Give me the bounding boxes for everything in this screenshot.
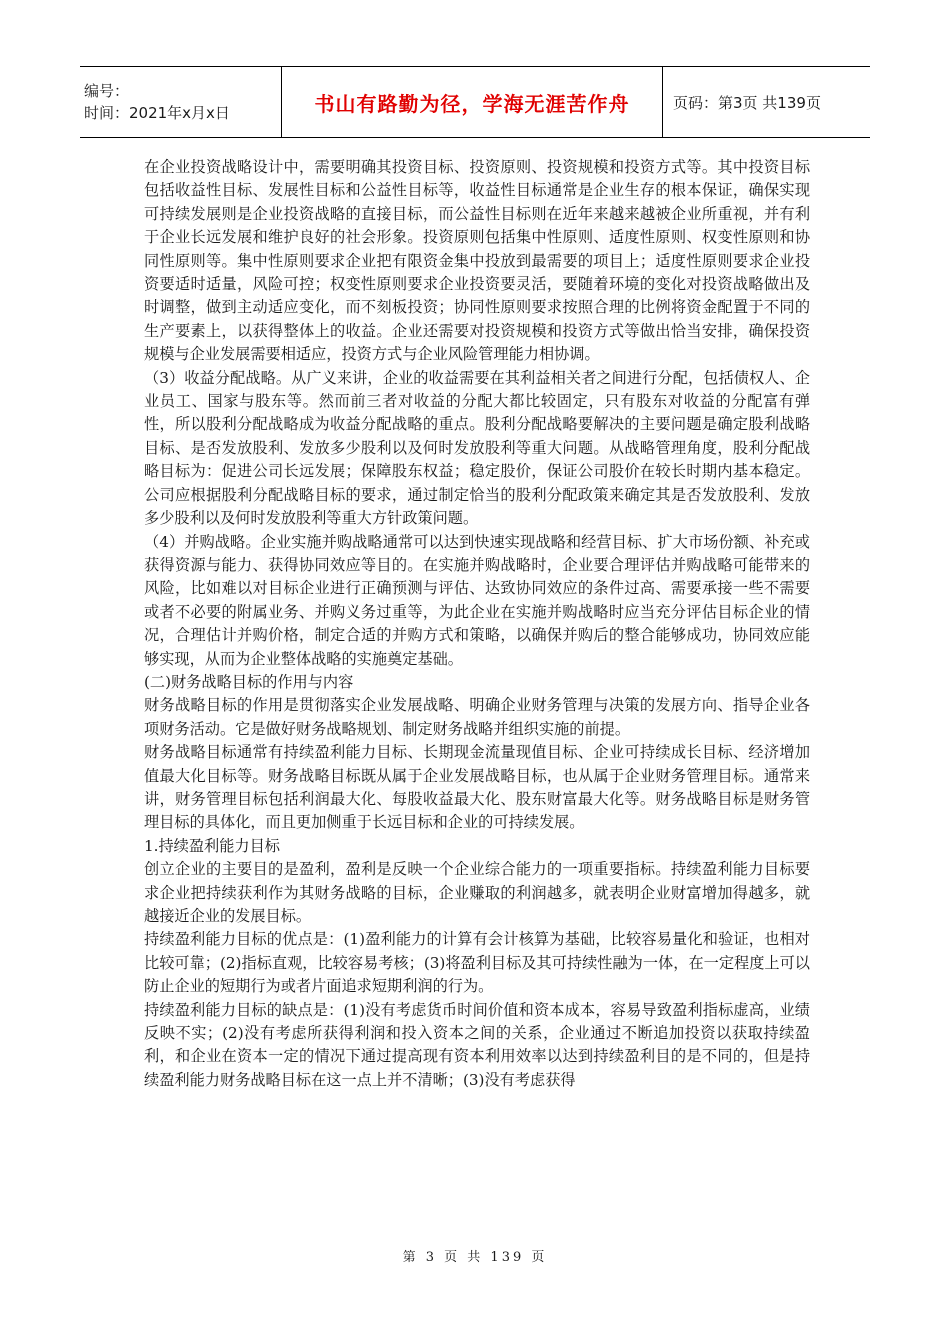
header-page-number: 页码：第3页 共139页 — [673, 93, 821, 112]
document-date: 时间：2021年x月x日 — [84, 104, 230, 122]
section-heading: (二)财务战略目标的作用与内容 — [144, 672, 354, 691]
subsection-heading: 1.持续盈利能力目标 — [144, 836, 280, 855]
header-left — [80, 67, 281, 137]
header-motto: 书山有路勤为径，学海无涯苦作舟 — [281, 67, 663, 137]
page-footer: 第 3 页 共 139 页 — [402, 1250, 548, 1265]
paragraph: （3）收益分配战略。从广义来讲，企业的收益需要在其利益相关者之间进行分配，包括债权人、企业员工、国家与股东等。然而前三者对收益的分配大都比较固定，只有股东对收益的分配富有弹性，所以股利分配战略成为收益分配战略的重点。股利分配战略要解决的主要问题是确定股利战略目标、是否发放股利、发放多少股利以及何时发放股利等重大问题。从战略管理角度，股利分配战略目标为：促进公司长远发展；保障股东权益；稳定股价，保证公司股价在较长时期内基本稳定。公司应根据股利分配战略目标的要求，通过制定恰当的股利分配政策来确定其是否发放股利、发放多少股利以及何时发放股利等重大方针政策问题。 — [144, 368, 810, 528]
document-number-label: 编号： — [84, 82, 130, 100]
paragraph: 在企业投资战略设计中，需要明确其投资目标、投资原则、投资规模和投资方式等。其中投资目标包括收益性目标、发展性目标和公益性目标等，收益性目标通常是企业生存的根本保证，确保实现可持续发展则是企业投资战略的直接目标，而公益性目标则在近年来越来越被企业所重视，并有利于企业长远发展和维护良好的社会形象。投资原则包括集中性原则、适度性原则、权变性原则和协同性原则等。集中性原则要求企业把有限资金集中投放到最需要的项目上；适度性原则要求企业投资要适时适量，风险可控；权变性原则要求企业投资要灵活，要随着环境的变化对投资战略做出及时调整，做到主动适应变化，而不刻板投资；协同性原则要求按照合理的比例将资金配置于不同的生产要素上，以获得整体上的收益。企业还需要对投资规模和投资方式等做出恰当安排，确保投资规模与企业发展需要相适应，投资方式与企业风险管理能力相协调。 — [144, 158, 810, 364]
document-body — [144, 156, 810, 1092]
paragraph: 持续盈利能力目标的缺点是：(1)没有考虑货币时间价值和资本成本，容易导致盈利指标虚高，业绩反映不实；(2)没有考虑所获得利润和投入资本之间的关系，企业通过不断追加投资以获取持续盈利，和企业在资本一定的情况下通过提高现有资本利用效率以达到持续盈利目的是不同的，但是持续盈利能力财务战略目标在这一点上并不清晰；(3)没有考虑获得 — [144, 1000, 810, 1089]
paragraph: 财务战略目标的作用是贯彻落实企业发展战略、明确企业财务管理与决策的发展方向、指导企业各项财务活动。它是做好财务战略规划、制定财务战略并组织实施的前提。 — [144, 696, 810, 738]
paragraph: 创立企业的主要目的是盈利，盈利是反映一个企业综合能力的一项重要指标。持续盈利能力目标要求企业把持续获利作为其财务战略的目标，企业赚取的利润越多，就表明企业财富增加得越多，就越接近企业的发展目标。 — [144, 860, 810, 925]
paragraph: 财务战略目标通常有持续盈利能力目标、长期现金流量现值目标、企业可持续成长目标、经济增加值最大化目标等。财务战略目标既从属于企业发展战略目标，也从属于企业财务管理目标。通常来讲，财务管理目标包括利润最大化、每股收益最大化、股东财富最大化等。财务战略目标是财务管理目标的具体化，而且更加侧重于长远目标和企业的可持续发展。 — [144, 743, 810, 832]
paragraph: 持续盈利能力目标的优点是：(1)盈利能力的计算有会计核算为基础，比较容易量化和验证，也相对比较可靠；(2)指标直观，比较容易考核；(3)将盈利目标及其可持续性融为一体，在一定程度上可以防止企业的短期行为或者片面追求短期利润的行为。 — [144, 930, 810, 996]
page-header — [80, 66, 870, 138]
paragraph: （4）并购战略。企业实施并购战略通常可以达到快速实现战略和经营目标、扩大市场份额、补充或获得资源与能力、获得协同效应等目的。在实施并购战略时，企业要合理评估并购战略可能带来的风险，比如难以对目标企业进行正确预测与评估、达致协同效应的条件过高、需要承接一些不需要或者不必要的附属业务、并购义务过重等，为此企业在实施并购战略时应当充分评估目标企业的情况，合理估计并购价格，制定合适的并购方式和策略，以确保并购后的整合能够成功，协同效应能够实现，从而为企业整体战略的实施奠定基础。 — [144, 532, 810, 668]
